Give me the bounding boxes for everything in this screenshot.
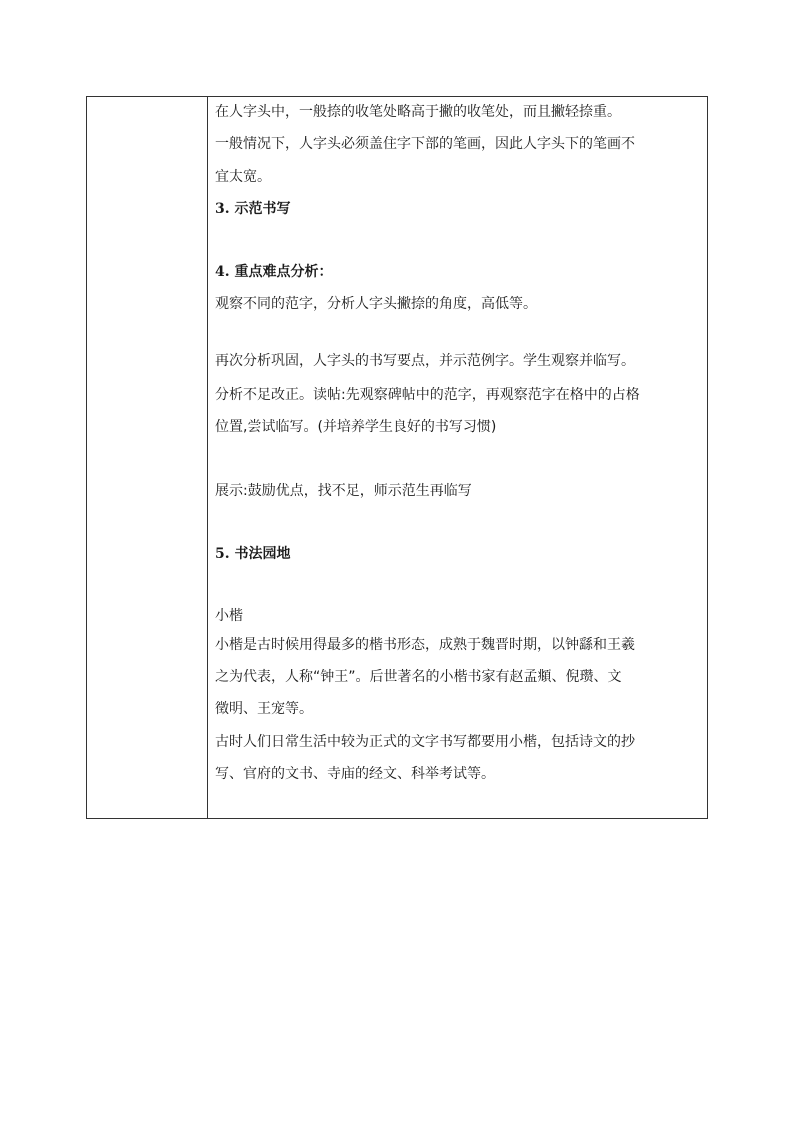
lesson-table — [86, 96, 708, 819]
text-line: 写、官府的文书、寺庙的经文、科举考试等。 — [215, 766, 495, 782]
text-line: 徵明、王宠等。 — [215, 701, 313, 717]
section-heading: 5. 书法园地 — [215, 546, 291, 562]
text-line: 位置,尝试临写。(并培养学生良好的书写习惯) — [215, 419, 497, 435]
text-line: 古时人们日常生活中较为正式的文字书写都要用小楷，包括诗文的抄 — [215, 734, 635, 750]
text-line: 在人字头中，一般捺的收笔处略高于撇的收笔处，而且撇轻捺重。 — [215, 104, 621, 120]
text-line: 再次分析巩固，人字头的书写要点，并示范例字。学生观察并临写。 — [215, 353, 635, 369]
text-line: 一般情况下，人字头必须盖住字下部的笔画，因此人字头下的笔画不 — [215, 136, 635, 152]
table-content-cell — [208, 97, 707, 818]
text-line: 小楷 — [215, 608, 243, 624]
section-heading: 3. 示范书写 — [215, 201, 291, 217]
section-heading: 4. 重点难点分析： — [215, 264, 333, 280]
text-line: 小楷是古时候用得最多的楷书形态，成熟于魏晋时期，以钟繇和王羲 — [215, 637, 635, 653]
text-line: 展示:鼓励优点，找不足，师示范生再临写 — [215, 483, 472, 499]
text-line: 之为代表，人称“钟王”。后世著名的小楷书家有赵孟頫、倪瓒、文 — [215, 669, 622, 685]
text-line: 宜太宽。 — [215, 169, 271, 185]
table-left-cell — [87, 97, 208, 818]
text-line: 分析不足改正。读帖:先观察碑帖中的范字，再观察范字在格中的占格 — [215, 387, 640, 403]
text-line: 观察不同的范字，分析人字头撇捺的角度，高低等。 — [215, 296, 537, 312]
